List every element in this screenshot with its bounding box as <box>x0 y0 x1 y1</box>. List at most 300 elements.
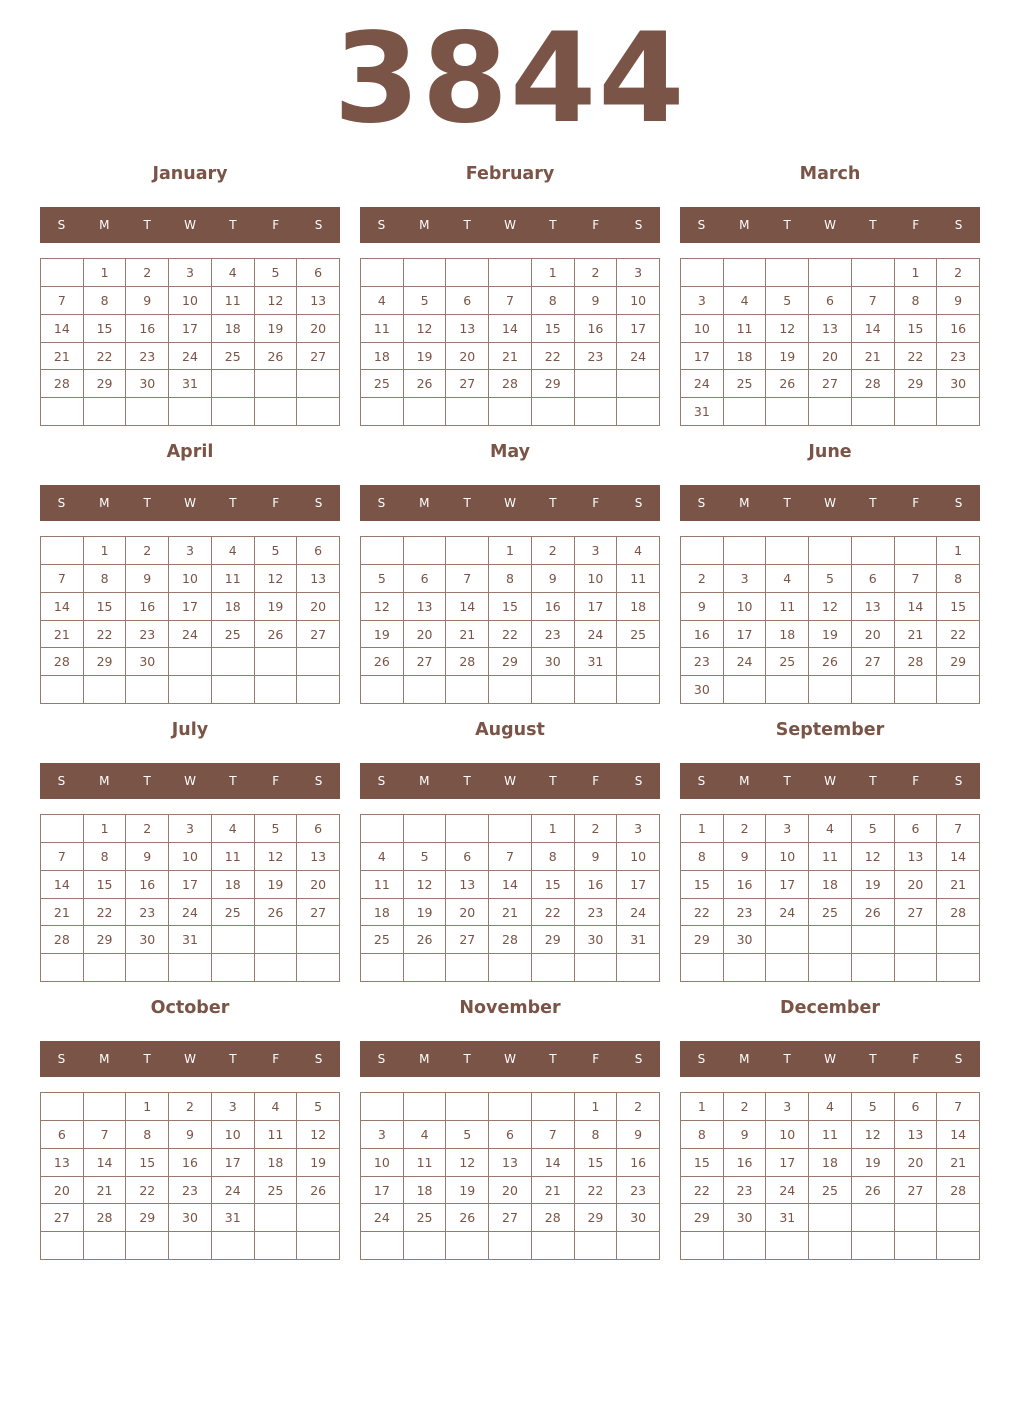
day-cell: 23 <box>724 899 767 927</box>
day-cell <box>212 676 255 704</box>
day-cell <box>895 926 938 954</box>
day-cell: 17 <box>766 871 809 899</box>
day-cell <box>895 676 938 704</box>
day-cell: 29 <box>575 1204 618 1232</box>
day-cell: 11 <box>766 593 809 621</box>
day-cell <box>446 1232 489 1260</box>
day-cell <box>297 1204 340 1232</box>
weekday-label: M <box>419 496 430 510</box>
day-cell: 13 <box>895 843 938 871</box>
day-cell <box>41 1093 84 1121</box>
month-name: January <box>152 164 228 184</box>
day-cell: 1 <box>681 1093 724 1121</box>
day-cell: 14 <box>895 593 938 621</box>
day-cell: 15 <box>937 593 980 621</box>
day-cell <box>126 398 169 426</box>
day-cell <box>724 676 767 704</box>
day-cell: 14 <box>84 1149 127 1177</box>
day-cell: 22 <box>126 1177 169 1205</box>
day-cell: 4 <box>212 815 255 843</box>
day-cell <box>937 954 980 982</box>
day-cell: 17 <box>212 1149 255 1177</box>
weekday-label: S <box>314 218 323 232</box>
day-cell: 3 <box>212 1093 255 1121</box>
day-cell: 1 <box>489 537 532 565</box>
day-cell: 28 <box>852 370 895 398</box>
day-cell <box>809 926 852 954</box>
day-cell: 19 <box>446 1177 489 1205</box>
day-cell <box>297 954 340 982</box>
day-cell: 10 <box>681 315 724 343</box>
day-cell: 3 <box>724 565 767 593</box>
day-cell: 20 <box>489 1177 532 1205</box>
day-cell <box>937 398 980 426</box>
day-cell <box>895 954 938 982</box>
day-cell: 3 <box>617 815 660 843</box>
day-cell: 6 <box>41 1121 84 1149</box>
day-cell: 25 <box>212 899 255 927</box>
day-cell: 13 <box>489 1149 532 1177</box>
weekday-label: W <box>824 1052 836 1066</box>
day-cell <box>724 1232 767 1260</box>
weekday-label: S <box>697 774 706 788</box>
day-cell: 26 <box>446 1204 489 1232</box>
day-cell: 2 <box>724 815 767 843</box>
day-cell: 8 <box>489 565 532 593</box>
weekday-label: S <box>314 774 323 788</box>
day-cell <box>446 815 489 843</box>
day-cell: 31 <box>617 926 660 954</box>
day-cell: 25 <box>404 1204 447 1232</box>
day-cell <box>212 954 255 982</box>
month-name: August <box>475 720 545 740</box>
day-cell: 6 <box>895 815 938 843</box>
day-cell <box>852 926 895 954</box>
day-cell: 3 <box>169 259 212 287</box>
day-cell: 18 <box>361 899 404 927</box>
day-cell <box>895 537 938 565</box>
day-cell: 2 <box>724 1093 767 1121</box>
day-cell: 3 <box>766 815 809 843</box>
weekday-label: F <box>592 774 600 788</box>
day-cell: 12 <box>255 565 298 593</box>
day-cell: 19 <box>852 1149 895 1177</box>
day-cell: 11 <box>212 287 255 315</box>
day-cell <box>446 537 489 565</box>
day-cell <box>41 398 84 426</box>
weekday-label: S <box>57 1052 66 1066</box>
day-cell: 17 <box>766 1149 809 1177</box>
day-cell: 29 <box>895 370 938 398</box>
day-cell: 8 <box>84 843 127 871</box>
day-grid <box>40 814 340 982</box>
day-cell: 5 <box>446 1121 489 1149</box>
day-cell: 9 <box>724 843 767 871</box>
day-cell <box>361 537 404 565</box>
day-cell <box>361 1232 404 1260</box>
day-cell: 9 <box>126 843 169 871</box>
day-cell: 18 <box>724 343 767 371</box>
day-cell: 22 <box>489 621 532 649</box>
day-cell: 2 <box>126 537 169 565</box>
weekday-label: S <box>57 218 66 232</box>
day-cell <box>681 537 724 565</box>
day-cell <box>255 926 298 954</box>
day-cell: 3 <box>617 259 660 287</box>
day-cell: 21 <box>532 1177 575 1205</box>
day-cell: 28 <box>41 926 84 954</box>
day-cell: 30 <box>126 370 169 398</box>
weekday-label: F <box>272 496 280 510</box>
day-cell: 5 <box>852 1093 895 1121</box>
day-cell: 7 <box>532 1121 575 1149</box>
day-cell: 17 <box>361 1177 404 1205</box>
day-cell: 23 <box>575 899 618 927</box>
day-grid <box>680 1092 980 1260</box>
day-cell: 23 <box>575 343 618 371</box>
day-cell: 2 <box>937 259 980 287</box>
day-cell: 10 <box>169 565 212 593</box>
day-cell: 8 <box>84 565 127 593</box>
day-cell: 16 <box>937 315 980 343</box>
day-cell: 8 <box>895 287 938 315</box>
day-cell <box>446 1093 489 1121</box>
day-cell: 24 <box>724 648 767 676</box>
day-cell <box>809 676 852 704</box>
day-cell <box>84 398 127 426</box>
day-cell: 30 <box>724 1204 767 1232</box>
day-cell: 15 <box>681 1149 724 1177</box>
day-cell <box>361 259 404 287</box>
weekday-header-bar <box>40 207 340 243</box>
weekday-label: T <box>869 1052 877 1066</box>
day-cell: 22 <box>84 621 127 649</box>
weekday-label: W <box>504 218 516 232</box>
day-cell: 27 <box>297 621 340 649</box>
weekday-label: T <box>783 496 791 510</box>
day-cell: 5 <box>255 815 298 843</box>
day-cell: 31 <box>169 370 212 398</box>
day-cell: 13 <box>446 315 489 343</box>
weekday-label: S <box>314 496 323 510</box>
day-cell: 3 <box>361 1121 404 1149</box>
day-cell: 25 <box>617 621 660 649</box>
day-cell <box>126 954 169 982</box>
day-cell: 14 <box>937 1121 980 1149</box>
day-cell: 15 <box>84 593 127 621</box>
day-cell: 24 <box>766 899 809 927</box>
day-cell <box>446 259 489 287</box>
day-cell: 21 <box>937 871 980 899</box>
weekday-label: T <box>783 218 791 232</box>
day-cell: 25 <box>724 370 767 398</box>
day-cell: 31 <box>575 648 618 676</box>
day-cell: 28 <box>937 899 980 927</box>
day-cell <box>681 954 724 982</box>
day-cell: 10 <box>617 843 660 871</box>
day-cell: 1 <box>532 815 575 843</box>
day-cell <box>41 954 84 982</box>
day-cell: 28 <box>41 648 84 676</box>
weekday-label: T <box>783 1052 791 1066</box>
day-cell: 3 <box>575 537 618 565</box>
day-cell <box>937 926 980 954</box>
day-cell: 29 <box>84 370 127 398</box>
weekday-header-bar <box>40 485 340 521</box>
day-cell: 10 <box>575 565 618 593</box>
day-cell <box>297 1232 340 1260</box>
weekday-label: S <box>377 218 386 232</box>
day-cell: 15 <box>489 593 532 621</box>
day-cell: 22 <box>937 621 980 649</box>
day-cell: 26 <box>361 648 404 676</box>
day-cell: 12 <box>852 1121 895 1149</box>
weekday-label: W <box>504 1052 516 1066</box>
day-cell: 21 <box>446 621 489 649</box>
day-cell <box>255 954 298 982</box>
day-cell <box>255 648 298 676</box>
day-cell <box>532 398 575 426</box>
day-cell <box>575 676 618 704</box>
day-cell: 15 <box>84 871 127 899</box>
day-cell <box>766 676 809 704</box>
day-cell <box>212 648 255 676</box>
day-cell: 28 <box>895 648 938 676</box>
day-grid <box>360 814 660 982</box>
day-cell: 18 <box>361 343 404 371</box>
day-cell: 1 <box>937 537 980 565</box>
year-title: 3844 <box>333 7 687 151</box>
day-cell <box>404 1232 447 1260</box>
day-cell <box>852 259 895 287</box>
day-cell: 20 <box>41 1177 84 1205</box>
weekday-label: F <box>272 1052 280 1066</box>
day-cell <box>575 398 618 426</box>
day-cell <box>617 676 660 704</box>
day-cell: 30 <box>126 926 169 954</box>
day-cell <box>575 954 618 982</box>
day-cell: 12 <box>255 843 298 871</box>
day-grid <box>680 814 980 982</box>
weekday-label: T <box>143 496 151 510</box>
day-cell: 11 <box>724 315 767 343</box>
day-cell: 4 <box>724 287 767 315</box>
day-cell <box>724 398 767 426</box>
day-cell: 31 <box>169 926 212 954</box>
day-cell <box>41 676 84 704</box>
day-cell: 13 <box>852 593 895 621</box>
day-grid <box>40 258 340 426</box>
day-cell: 25 <box>212 621 255 649</box>
weekday-label: W <box>184 774 196 788</box>
day-cell: 26 <box>255 343 298 371</box>
day-cell: 17 <box>617 315 660 343</box>
day-cell: 12 <box>852 843 895 871</box>
day-cell: 23 <box>532 621 575 649</box>
day-cell: 2 <box>126 259 169 287</box>
day-cell <box>489 259 532 287</box>
day-cell: 7 <box>446 565 489 593</box>
day-cell: 28 <box>84 1204 127 1232</box>
day-cell: 16 <box>532 593 575 621</box>
day-cell: 21 <box>852 343 895 371</box>
day-cell: 5 <box>255 259 298 287</box>
weekday-label: W <box>824 496 836 510</box>
day-cell: 15 <box>532 315 575 343</box>
day-cell: 2 <box>681 565 724 593</box>
day-cell <box>809 954 852 982</box>
day-cell: 22 <box>532 343 575 371</box>
day-cell: 21 <box>489 343 532 371</box>
day-cell <box>361 1093 404 1121</box>
day-cell <box>169 954 212 982</box>
day-cell: 18 <box>255 1149 298 1177</box>
day-cell: 8 <box>681 1121 724 1149</box>
day-cell: 28 <box>532 1204 575 1232</box>
day-cell: 14 <box>41 593 84 621</box>
day-cell: 17 <box>617 871 660 899</box>
day-cell <box>255 370 298 398</box>
day-cell: 27 <box>895 1177 938 1205</box>
day-cell <box>404 398 447 426</box>
day-cell: 26 <box>297 1177 340 1205</box>
weekday-label: S <box>377 774 386 788</box>
day-cell: 16 <box>126 593 169 621</box>
day-cell <box>681 1232 724 1260</box>
day-cell: 15 <box>681 871 724 899</box>
day-cell: 11 <box>617 565 660 593</box>
day-cell: 22 <box>895 343 938 371</box>
day-cell <box>766 398 809 426</box>
day-cell <box>766 1232 809 1260</box>
day-cell <box>532 954 575 982</box>
day-cell: 28 <box>41 370 84 398</box>
day-cell: 18 <box>212 593 255 621</box>
day-cell: 23 <box>724 1177 767 1205</box>
day-cell: 23 <box>681 648 724 676</box>
day-cell: 16 <box>575 315 618 343</box>
day-cell <box>937 676 980 704</box>
day-cell <box>937 1232 980 1260</box>
weekday-label: T <box>869 218 877 232</box>
day-cell: 26 <box>766 370 809 398</box>
day-cell <box>212 926 255 954</box>
day-cell <box>446 954 489 982</box>
weekday-label: T <box>143 774 151 788</box>
weekday-label: T <box>549 218 557 232</box>
day-cell: 24 <box>169 899 212 927</box>
weekday-label: T <box>229 774 237 788</box>
day-cell: 13 <box>404 593 447 621</box>
day-cell: 1 <box>126 1093 169 1121</box>
weekday-label: S <box>697 218 706 232</box>
weekday-label: S <box>634 218 643 232</box>
day-cell: 13 <box>446 871 489 899</box>
day-cell: 6 <box>297 815 340 843</box>
day-cell: 7 <box>41 287 84 315</box>
day-cell: 3 <box>169 815 212 843</box>
day-cell: 8 <box>126 1121 169 1149</box>
day-cell: 29 <box>489 648 532 676</box>
day-cell: 11 <box>361 871 404 899</box>
day-cell: 7 <box>489 843 532 871</box>
day-cell <box>212 398 255 426</box>
day-cell: 6 <box>895 1093 938 1121</box>
day-cell <box>255 1232 298 1260</box>
day-cell <box>852 1232 895 1260</box>
day-cell: 25 <box>766 648 809 676</box>
month-name: March <box>799 164 861 184</box>
day-cell <box>766 954 809 982</box>
day-cell <box>724 259 767 287</box>
day-cell: 15 <box>84 315 127 343</box>
day-cell: 27 <box>404 648 447 676</box>
day-cell: 19 <box>255 315 298 343</box>
day-cell <box>895 398 938 426</box>
day-cell <box>724 537 767 565</box>
weekday-label: F <box>912 1052 920 1066</box>
day-cell: 4 <box>212 259 255 287</box>
weekday-label: M <box>419 774 430 788</box>
weekday-label: F <box>912 218 920 232</box>
day-cell <box>361 676 404 704</box>
day-cell <box>809 259 852 287</box>
day-cell: 12 <box>404 315 447 343</box>
day-cell: 23 <box>169 1177 212 1205</box>
day-cell: 27 <box>297 343 340 371</box>
day-cell: 18 <box>809 1149 852 1177</box>
day-cell: 21 <box>41 621 84 649</box>
day-cell: 24 <box>361 1204 404 1232</box>
day-cell: 2 <box>532 537 575 565</box>
day-cell: 7 <box>84 1121 127 1149</box>
day-cell: 6 <box>297 259 340 287</box>
day-cell <box>126 1232 169 1260</box>
weekday-label: W <box>824 218 836 232</box>
day-cell: 7 <box>852 287 895 315</box>
day-cell: 14 <box>41 871 84 899</box>
day-cell <box>84 1093 127 1121</box>
day-cell: 17 <box>169 593 212 621</box>
weekday-header-bar <box>40 763 340 799</box>
day-cell <box>41 537 84 565</box>
weekday-label: S <box>314 1052 323 1066</box>
day-cell: 9 <box>937 287 980 315</box>
day-grid <box>360 258 660 426</box>
weekday-label: T <box>549 1052 557 1066</box>
day-cell: 10 <box>169 843 212 871</box>
day-cell <box>681 259 724 287</box>
day-cell: 18 <box>766 621 809 649</box>
day-cell: 10 <box>361 1149 404 1177</box>
day-cell: 25 <box>212 343 255 371</box>
weekday-label: W <box>824 774 836 788</box>
weekday-label: M <box>739 218 750 232</box>
day-cell <box>404 676 447 704</box>
weekday-label: F <box>592 218 600 232</box>
day-cell: 29 <box>84 648 127 676</box>
day-cell <box>446 676 489 704</box>
day-grid <box>680 536 980 704</box>
day-cell: 22 <box>681 1177 724 1205</box>
day-cell: 24 <box>766 1177 809 1205</box>
weekday-label: W <box>504 496 516 510</box>
day-cell: 16 <box>617 1149 660 1177</box>
day-cell: 29 <box>937 648 980 676</box>
day-cell: 18 <box>212 871 255 899</box>
day-cell: 8 <box>84 287 127 315</box>
day-cell <box>84 676 127 704</box>
